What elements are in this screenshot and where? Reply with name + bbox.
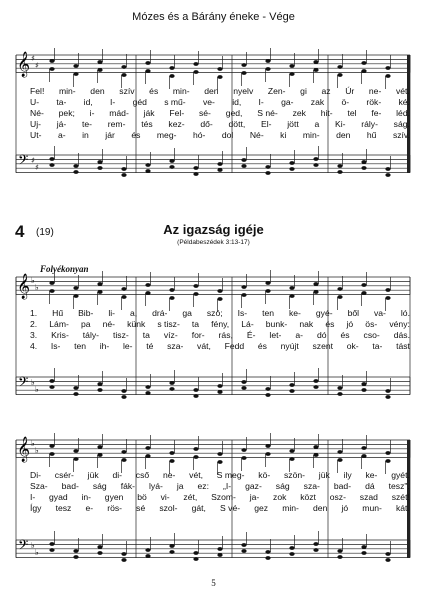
lyric-syllable: Di-: [30, 470, 41, 480]
svg-text:♯: ♯: [31, 156, 35, 165]
lyric-syllable: ság.: [393, 119, 410, 129]
lyric-line: [30, 470, 410, 481]
lyric-syllable: „I-: [222, 481, 232, 491]
note-head: [145, 446, 150, 450]
lyric-line: [30, 86, 410, 97]
lyric-syllable: dó: [316, 330, 327, 340]
lyric-syllable: tály-: [82, 330, 100, 340]
lyric-syllable: nyújt: [280, 341, 299, 351]
lyric-syllable: ten: [262, 308, 275, 318]
lyric-syllable: S meg-: [216, 470, 245, 480]
lyric-line: [30, 492, 410, 503]
lyric-line: [30, 130, 410, 141]
lyric-syllable: dol: [221, 130, 234, 140]
lyric-syllable: nak: [299, 319, 314, 329]
note-head: [217, 452, 222, 456]
lyric-syllable: fe-: [371, 108, 382, 118]
lyric-syllable: nyelv: [233, 86, 254, 96]
note-head: [337, 450, 342, 454]
note-head: [121, 450, 126, 454]
lyric-syllable: Úr: [345, 86, 355, 96]
lyric-syllable: for-: [191, 330, 205, 340]
note-head: [145, 61, 150, 65]
lyric-syllable: s tisz-: [157, 319, 180, 329]
lyric-syllable: gyét.: [391, 470, 410, 480]
lyric-syllable: dás.: [393, 330, 410, 340]
svg-text:♭: ♭: [35, 548, 39, 557]
bass-clef-icon: 𝄢: [18, 537, 29, 556]
note-head: [313, 445, 318, 449]
note-head: [49, 281, 54, 285]
tempo-marking: Folyékonyan: [40, 264, 89, 274]
note-head: [97, 445, 102, 449]
lyric-syllable: ta-: [56, 97, 67, 107]
lyric-syllable: tés: [141, 119, 153, 129]
lyric-syllable: di-: [112, 470, 122, 480]
lyric-syllable: 3.: [30, 330, 38, 340]
note-head: [49, 444, 54, 448]
lyric-syllable: szív.: [392, 130, 410, 140]
song-number: 4: [15, 222, 25, 241]
lyric-syllable: já-: [56, 119, 67, 129]
system2-lyrics: [30, 308, 410, 352]
lyric-syllable: I-: [110, 97, 116, 107]
lyric-syllable: ne-: [368, 86, 382, 96]
lyric-syllable: 1.: [30, 308, 38, 318]
lyric-syllable: ta: [142, 330, 150, 340]
lyric-syllable: Szom-: [211, 492, 236, 502]
lyric-syllable: né-: [102, 319, 116, 329]
lyric-syllable: osz-: [329, 492, 346, 502]
lyric-syllable: hit-: [320, 108, 333, 118]
lyric-syllable: let-: [269, 330, 282, 340]
lyric-syllable: bad-: [333, 481, 352, 491]
lyric-syllable: rök-: [366, 97, 382, 107]
note-head: [169, 66, 174, 70]
note-head: [241, 448, 246, 452]
lyric-syllable: bö: [137, 492, 147, 502]
lyric-syllable: és: [149, 86, 159, 96]
lyric-syllable: gaz-: [245, 481, 262, 491]
lyric-syllable: mád-: [109, 108, 129, 118]
note-head: [265, 281, 270, 285]
note-head: [73, 286, 78, 290]
lyric-line: [30, 341, 410, 352]
lyric-syllable: jük: [318, 470, 330, 480]
lyric-syllable: zak: [310, 97, 325, 107]
lyric-syllable: té: [146, 341, 154, 351]
lyric-syllable: Fel-: [169, 108, 185, 118]
svg-text:♭: ♭: [31, 541, 35, 550]
lyric-syllable: pa: [80, 319, 91, 329]
lyric-line: [30, 308, 410, 319]
lyric-syllable: és: [131, 130, 141, 140]
treble-staff: [16, 440, 410, 458]
treble-staff: [16, 55, 410, 73]
lyric-syllable: in: [82, 130, 89, 140]
svg-text:♯: ♯: [31, 54, 35, 63]
lyric-syllable: te-: [82, 119, 93, 129]
note-head: [73, 449, 78, 453]
lyric-syllable: fák-: [120, 481, 136, 491]
lyric-syllable: id,: [83, 97, 93, 107]
lyric-syllable: ten: [74, 341, 87, 351]
note-head: [265, 59, 270, 63]
lyric-syllable: szön-: [284, 470, 306, 480]
lyric-syllable: Né-: [30, 108, 44, 118]
song-reference: (19): [36, 227, 54, 238]
lyric-syllable: kö-: [258, 470, 271, 480]
lyric-syllable: dő-: [200, 119, 213, 129]
lyric-syllable: ve-: [202, 97, 215, 107]
lyric-syllable: ged,: [225, 108, 243, 118]
lyric-syllable: ke-: [288, 308, 301, 318]
lyric-syllable: bad-: [61, 481, 79, 491]
note-head: [289, 449, 294, 453]
bass-clef-icon: 𝄢: [18, 374, 29, 393]
note-head: [193, 284, 198, 288]
lyric-line: [30, 330, 410, 341]
lyric-syllable: léd.: [396, 108, 410, 118]
lyric-syllable: jó: [346, 319, 354, 329]
lyric-syllable: den: [336, 130, 351, 140]
note-head: [121, 65, 126, 69]
note-head: [169, 451, 174, 455]
bass-staff: [16, 540, 410, 558]
lyric-syllable: li-: [108, 308, 116, 318]
page-number: 5: [211, 578, 216, 588]
svg-text:♭: ♭: [31, 378, 35, 387]
lyric-syllable: kát.: [395, 503, 410, 513]
lyric-syllable: gyé-: [315, 308, 333, 318]
svg-text:♭: ♭: [35, 283, 39, 292]
lyric-syllable: ké.: [398, 97, 410, 107]
system1-lyrics: [30, 86, 410, 141]
lyric-syllable: jük: [87, 470, 99, 480]
lyric-syllable: den: [90, 86, 105, 96]
lyric-syllable: rös-: [107, 503, 123, 513]
lyric-syllable: csér-: [54, 470, 74, 480]
lyric-syllable: gez: [254, 503, 269, 513]
note-head: [145, 283, 150, 287]
lyric-syllable: S né-: [257, 108, 278, 118]
lyric-syllable: den: [204, 86, 219, 96]
svg-text:♭: ♭: [31, 276, 35, 285]
lyric-syllable: Lá-: [241, 319, 254, 329]
lyric-syllable: kez-: [168, 119, 185, 129]
lyric-syllable: va-: [373, 308, 386, 318]
lyric-syllable: géd: [132, 97, 147, 107]
treble-clef-icon: 𝄞: [17, 52, 31, 77]
treble-clef-icon: 𝄞: [17, 437, 31, 462]
lyric-syllable: a-: [57, 130, 66, 140]
lyric-syllable: ság: [92, 481, 107, 491]
note-head: [241, 63, 246, 67]
lyric-syllable: hó-: [192, 130, 206, 140]
lyric-syllable: szív: [119, 86, 135, 96]
lyric-syllable: szó;: [206, 308, 223, 318]
lyric-syllable: dá: [365, 481, 375, 491]
note-head: [337, 65, 342, 69]
lyric-line: [30, 503, 410, 514]
lyric-syllable: Zen-: [267, 86, 286, 96]
note-head: [121, 287, 126, 291]
lyric-syllable: szol-: [159, 503, 178, 513]
lyric-syllable: ből: [347, 308, 360, 318]
svg-text:♯: ♯: [35, 61, 39, 70]
lyric-syllable: víz-: [163, 330, 178, 340]
lyric-syllable: bunk-: [265, 319, 288, 329]
note-head: [361, 61, 366, 65]
lyric-syllable: I-: [30, 492, 36, 502]
lyric-syllable: és: [257, 341, 267, 351]
note-head: [385, 288, 390, 292]
lyric-syllable: min-: [172, 86, 190, 96]
lyric-syllable: ják: [143, 108, 155, 118]
lyric-syllable: és: [340, 330, 350, 340]
lyric-syllable: sza-: [303, 481, 320, 491]
note-head: [169, 288, 174, 292]
song-title: Az igazság igéje: [163, 222, 264, 237]
note-head: [385, 66, 390, 70]
lyric-syllable: ke-: [365, 470, 378, 480]
lyric-syllable: pek;: [58, 108, 75, 118]
lyric-syllable: vi-: [160, 492, 170, 502]
lyric-syllable: gi: [300, 86, 307, 96]
lyric-syllable: Hű: [52, 308, 64, 318]
page-title: Mózes és a Bárány éneke - Vége: [132, 11, 295, 23]
note-head: [49, 59, 54, 63]
lyric-syllable: fény,: [211, 319, 230, 329]
svg-text:♯: ♯: [35, 163, 39, 172]
lyric-syllable: vény:: [389, 319, 410, 329]
lyric-syllable: sé: [136, 503, 146, 513]
lyric-line: [30, 108, 410, 119]
lyric-syllable: ily: [343, 470, 352, 480]
lyric-syllable: közt: [300, 492, 316, 502]
lyric-syllable: e-: [85, 503, 94, 513]
lyric-syllable: jött: [287, 119, 299, 129]
lyric-syllable: lyá-: [149, 481, 163, 491]
lyric-syllable: tesz".: [388, 481, 410, 491]
lyric-syllable: zok: [273, 492, 287, 502]
lyric-syllable: El-: [261, 119, 272, 129]
lyric-syllable: a-: [295, 330, 303, 340]
note-head: [97, 282, 102, 286]
lyric-syllable: ta-: [372, 341, 383, 351]
lyric-syllable: künk: [127, 319, 146, 329]
lyric-syllable: cső: [135, 470, 150, 480]
lyric-syllable: min-: [302, 130, 320, 140]
lyric-syllable: Ut-: [30, 130, 42, 140]
lyric-syllable: Kris-: [51, 330, 69, 340]
lyric-syllable: 4.: [30, 341, 38, 351]
note-head: [217, 67, 222, 71]
lyric-syllable: zét,: [183, 492, 198, 502]
lyric-syllable: rály-: [361, 119, 378, 129]
note-head: [97, 60, 102, 64]
lyric-syllable: és: [325, 319, 335, 329]
lyric-syllable: vét,: [189, 470, 203, 480]
note-head: [289, 286, 294, 290]
lyric-syllable: ez:: [197, 481, 209, 491]
lyric-syllable: szent: [312, 341, 334, 351]
lyric-syllable: Így: [30, 503, 42, 513]
note-head: [193, 447, 198, 451]
lyric-syllable: sé-: [198, 108, 211, 118]
svg-text:♭: ♭: [35, 446, 39, 455]
lyric-syllable: min-: [282, 503, 299, 513]
lyric-syllable: cso-: [363, 330, 380, 340]
lyric-syllable: tisz-: [113, 330, 129, 340]
svg-text:♭: ♭: [31, 439, 35, 448]
lyric-syllable: tesz: [55, 503, 72, 513]
note-head: [313, 60, 318, 64]
lyric-syllable: ság: [275, 481, 290, 491]
lyric-syllable: zek: [292, 108, 306, 118]
lyric-syllable: ö-: [341, 97, 350, 107]
lyric-syllable: ki: [280, 130, 287, 140]
song-source: (Példabeszédek 3:13-17): [177, 239, 250, 246]
lyric-syllable: vét.: [395, 86, 410, 96]
note-head: [361, 446, 366, 450]
lyric-syllable: drá-: [152, 308, 168, 318]
lyric-line: [30, 481, 410, 492]
lyric-syllable: rem-: [107, 119, 126, 129]
lyric-line: [30, 119, 410, 130]
lyric-syllable: min-: [58, 86, 76, 96]
note-head: [337, 287, 342, 291]
lyric-syllable: gyad: [49, 492, 68, 502]
lyric-syllable: ló.: [400, 308, 410, 318]
lyric-syllable: dött,: [228, 119, 246, 129]
note-head: [265, 444, 270, 448]
lyric-syllable: rás,: [218, 330, 233, 340]
bass-staff: [16, 155, 410, 173]
note-head: [313, 282, 318, 286]
lyric-syllable: ta: [191, 319, 200, 329]
lyric-syllable: Uj-: [30, 119, 41, 129]
bass-staff: [16, 377, 410, 395]
lyric-syllable: szét!: [391, 492, 410, 502]
lyric-syllable: Fedd: [224, 341, 245, 351]
lyric-syllable: in-: [81, 492, 92, 502]
lyric-syllable: s mű-: [164, 97, 186, 107]
note-head: [193, 62, 198, 66]
lyric-syllable: Is-: [50, 341, 61, 351]
lyric-syllable: jó: [341, 503, 349, 513]
lyric-syllable: meg-: [156, 130, 177, 140]
system3-lyrics: [30, 470, 410, 514]
lyric-syllable: ös-: [365, 319, 378, 329]
note-head: [241, 285, 246, 289]
bass-clef-icon: 𝄢: [18, 152, 29, 171]
lyric-syllable: az: [321, 86, 331, 96]
lyric-syllable: tást: [396, 341, 410, 351]
lyric-syllable: hű: [366, 130, 377, 140]
lyric-syllable: ja: [176, 481, 184, 491]
note-head: [217, 289, 222, 293]
lyric-syllable: Fel!: [30, 86, 45, 96]
lyric-syllable: Is-: [237, 308, 248, 318]
note-head: [361, 283, 366, 287]
lyric-syllable: mun-: [362, 503, 382, 513]
lyric-syllable: a: [314, 119, 320, 129]
lyric-line: [30, 319, 410, 330]
lyric-syllable: Bib-: [78, 308, 94, 318]
lyric-syllable: ga: [182, 308, 192, 318]
lyric-syllable: Né-: [249, 130, 264, 140]
lyric-syllable: ne-: [162, 470, 176, 480]
lyric-syllable: gyen: [104, 492, 124, 502]
lyric-syllable: vát,: [197, 341, 211, 351]
lyric-syllable: a,: [129, 308, 138, 318]
lyric-syllable: jár: [105, 130, 115, 140]
lyric-syllable: sza-: [167, 341, 184, 351]
lyric-syllable: U-: [30, 97, 40, 107]
lyric-syllable: i-: [89, 108, 95, 118]
note-head: [73, 64, 78, 68]
lyric-syllable: le-: [122, 341, 133, 351]
treble-clef-icon: 𝄞: [17, 274, 31, 299]
lyric-syllable: gát,: [191, 503, 206, 513]
lyric-syllable: ok-: [346, 341, 359, 351]
lyric-syllable: ih-: [99, 341, 110, 351]
lyric-syllable: Ki-: [334, 119, 346, 129]
lyric-syllable: szad: [359, 492, 378, 502]
svg-text:♭: ♭: [35, 385, 39, 394]
lyric-syllable: I-: [258, 97, 264, 107]
lyric-syllable: S vé-: [220, 503, 241, 513]
lyric-syllable: Lám-: [49, 319, 69, 329]
lyric-syllable: ga-: [281, 97, 294, 107]
note-head: [385, 451, 390, 455]
treble-staff: [16, 277, 410, 295]
lyric-syllable: den: [313, 503, 328, 513]
lyric-syllable: 2.: [30, 319, 38, 329]
note-head: [289, 64, 294, 68]
lyric-line: [30, 97, 410, 108]
lyric-syllable: Sza-: [30, 481, 48, 491]
lyric-syllable: ja-: [249, 492, 260, 502]
lyric-syllable: id,: [232, 97, 242, 107]
lyric-syllable: tel: [347, 108, 357, 118]
lyric-syllable: É-: [246, 330, 256, 340]
